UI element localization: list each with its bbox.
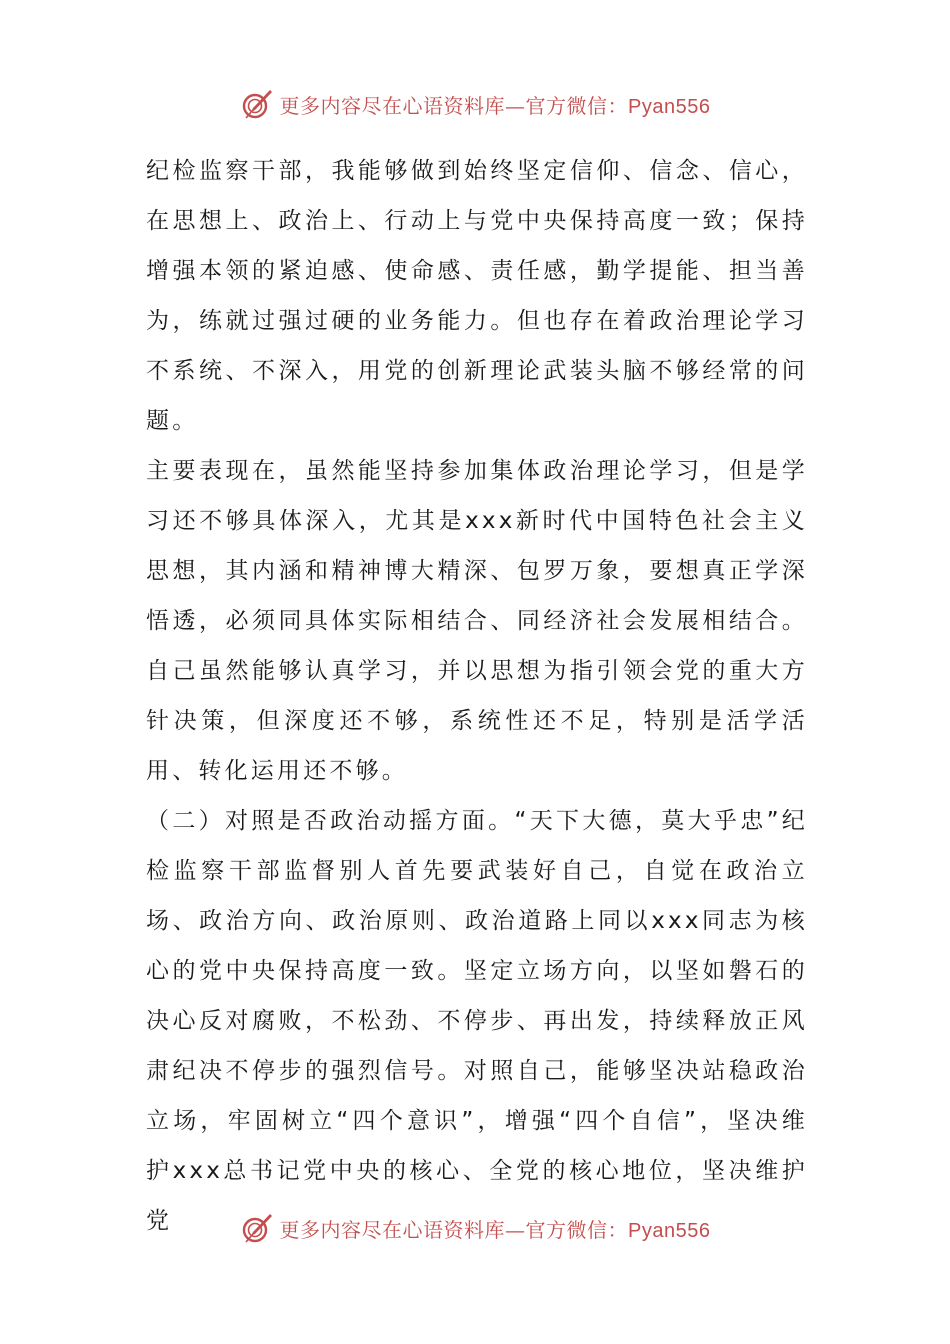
watermark-text: 更多内容尽在心语资料库—官方微信：Pyan556 (279, 93, 711, 118)
paragraph-3: （二）对照是否政治动摇方面。“天下大德，莫大乎忠”纪检监察干部监督别人首先要武装好自己，自觉在政治立场、政治方向、政治原则、政治道路上同以xxx同志为核心的党中央保持高度一致。坚定立场方向，以坚如磐石的决心反对腐败，不松劲、不停步、再出发，持续释放正风肃纪决不停步的强烈信号。对照自己，能够坚决站稳政治立场，牢固树立“四个意识”，增强“四个自信”，坚决维护xxx总书记党中央的核心、全党的核心地位，坚决维护党 (146, 808, 808, 1234)
paragraph-2: 主要表现在，虽然能坚持参加集体政治理论学习，但是学习还不够具体深入，尤其是xxx新时代中国特色社会主义思想，其内涵和精神博大精深、包罗万象，要想真正学深悟透，必须同具体实际相结合、同经济社会发展相结合。自己虽然能够认真学习，并以思想为指引领会党的重大方针决策，但深度还不够，系统性还不足，特别是活学活用、转化运用还不够。 (146, 458, 808, 784)
header-watermark (0, 84, 950, 124)
watermark-wechat-id: Pyan556 (628, 1219, 711, 1242)
quill-pen-circle-icon (240, 87, 274, 121)
paragraph-1: 纪检监察干部，我能够做到始终坚定信仰、信念、信心，在思想上、政治上、行动上与党中央保持高度一致；保持增强本领的紧迫感、使命感、责任感，勤学提能、担当善为，练就过强过硬的业务能力。但也存在着政治理论学习不系统、不深入，用党的创新理论武装头脑不够经常的问题。 (146, 158, 808, 434)
quill-pen-circle-icon (240, 1211, 274, 1245)
document-body (146, 146, 808, 1246)
footer-watermark (0, 1208, 950, 1248)
watermark-text: 更多内容尽在心语资料库—官方微信：Pyan556 (279, 1217, 711, 1242)
watermark-wechat-id: Pyan556 (628, 95, 711, 118)
